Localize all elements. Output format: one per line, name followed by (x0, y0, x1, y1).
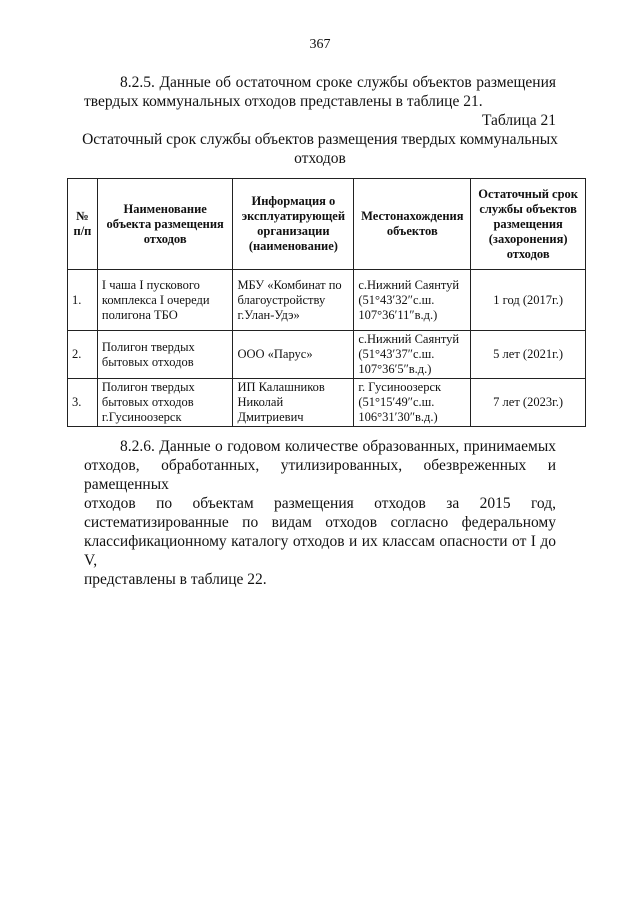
table-row (68, 379, 586, 427)
header-location: Местонахождения объектов (354, 179, 471, 270)
row-number: 1. (68, 270, 98, 331)
row-remaining-life: 7 лет (2023г.) (471, 379, 586, 427)
table-caption-line: отходов (294, 150, 346, 167)
row-number: 3. (68, 379, 98, 427)
paragraph-line: отходов по объектам размещения отходов за 2015 год, (84, 495, 556, 512)
paragraph-line: 8.2.6. Данные о годовом количестве образованных, принимаемых (120, 438, 556, 455)
row-object-name: Полигон твердых бытовых отходов г.Гусиноозерск (97, 379, 233, 427)
header-remaining-life: Остаточный срок службы объектов размещения (захоронения) отходов (471, 179, 586, 270)
table-number-label: Таблица 21 (481, 112, 556, 129)
page-number: 367 (309, 37, 331, 52)
table-21 (67, 178, 586, 427)
row-location: с.Нижний Саянтуй (51°43′37″с.ш. 107°36′5″в.д.) (354, 331, 471, 379)
table-row (68, 270, 586, 331)
paragraph-line: систематизированные по видам отходов согласно федеральному (84, 514, 556, 531)
paragraph-line: твердых коммунальных отходов представлены в таблице 21. (84, 93, 483, 110)
paragraph-8-2-5 (84, 73, 556, 111)
row-location: г. Гусиноозерск (51°15′49″с.ш. 106°31′30″в.д.) (354, 379, 471, 427)
row-operator: ООО «Парус» (233, 331, 354, 379)
header-object-name: Наименование объекта размещения отходов (97, 179, 233, 270)
paragraph-line: представлены в таблице 22. (84, 571, 267, 588)
row-remaining-life: 1 год (2017г.) (471, 270, 586, 331)
table-row (68, 331, 586, 379)
header-operator: Информация о эксплуатирующей организации (наименование) (233, 179, 354, 270)
paragraph-line: классификационному каталогу отходов и их классам опасности от I до V, (84, 533, 556, 569)
paragraph-line: отходов, обработанных, утилизированных, обезвреженных и рамещенных (84, 457, 556, 493)
header-number: № п/п (68, 179, 98, 270)
paragraph-line: 8.2.5. Данные об остаточном сроке службы объектов размещения (120, 74, 556, 91)
paragraph-8-2-6 (84, 437, 556, 589)
table-header-row (68, 179, 586, 270)
table-caption-line: Остаточный срок службы объектов размещения твердых коммунальных (82, 131, 558, 148)
table-caption (70, 130, 570, 168)
row-object-name: I чаша I пускового комплекса I очереди полигона ТБО (97, 270, 233, 331)
row-operator: ИП Калашников Николай Дмитриевич (233, 379, 354, 427)
row-location: с.Нижний Саянтуй (51°43′32″с.ш. 107°36′11″в.д.) (354, 270, 471, 331)
row-remaining-life: 5 лет (2021г.) (471, 331, 586, 379)
row-number: 2. (68, 331, 98, 379)
row-operator: МБУ «Комбинат по благоустройству г.Улан-Удэ» (233, 270, 354, 331)
row-object-name: Полигон твердых бытовых отходов (97, 331, 233, 379)
